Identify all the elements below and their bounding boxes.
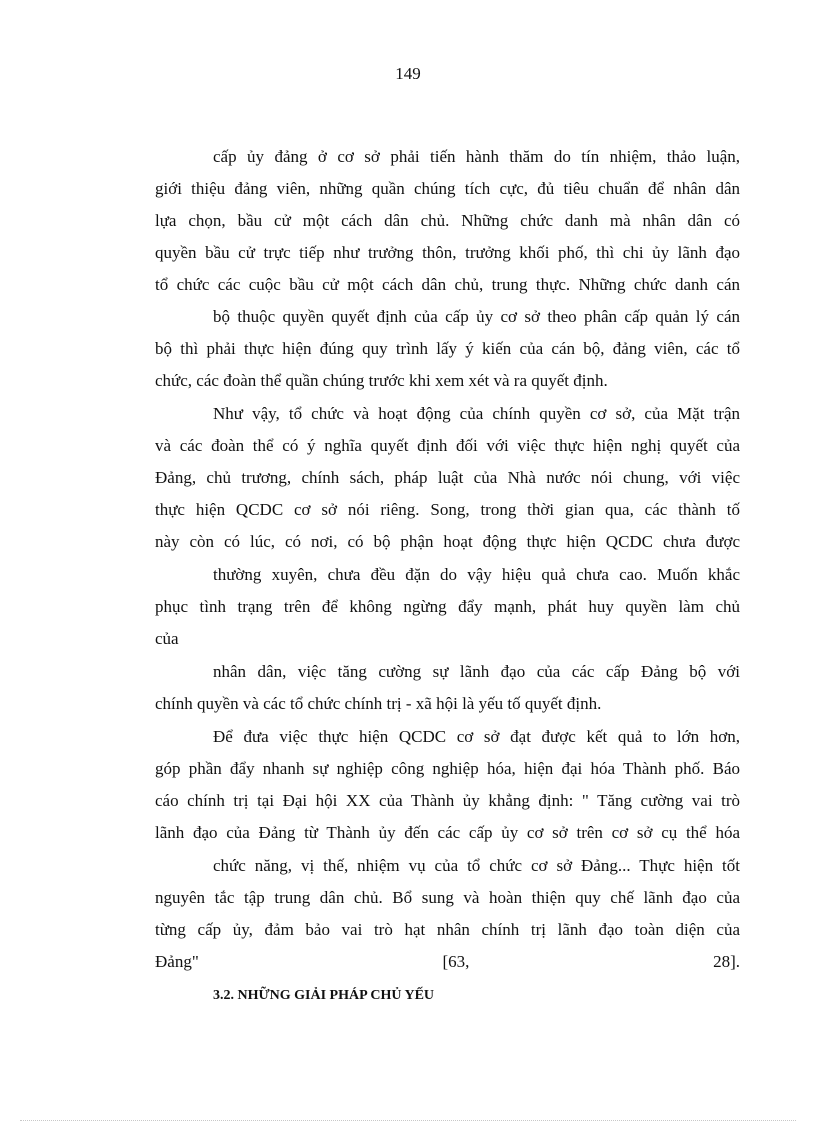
text-line: và các đoàn thể có ý nghĩa quyết định đối với việc thực hiện nghị quyết của [155,436,740,455]
text-line: tổ chức các cuộc bầu cử một cách dân chủ, trung thực. Những chức danh cán [155,275,740,294]
body-text [155,141,740,1012]
section-heading: 3.2. NHỮNG GIẢI PHÁP CHỦ YẾU [213,988,435,1003]
text-line: Đảng" [63, 28]. [155,952,740,971]
text-line: từng cấp ủy, đảm bảo vai trò hạt nhân chính trị lãnh đạo toàn diện của [155,920,740,939]
text-line: lựa chọn, bầu cử một cách dân chủ. Những chức danh mà nhân dân có [155,211,740,230]
text-line: nhân dân, việc tăng cường sự lãnh đạo của các cấp Đảng bộ với [213,662,740,681]
text-line: chức, các đoàn thể quần chúng trước khi xem xét và ra quyết định. [155,371,608,390]
text-line: Đảng, chủ trương, chính sách, pháp luật của Nhà nước nói chung, với việc [155,468,740,487]
text-line: Như vậy, tổ chức và hoạt động của chính quyền cơ sở, của Mặt trận [213,404,740,423]
page-number: 149 [395,64,421,83]
text-line: chính quyền và các tổ chức chính trị - xã hội là yếu tố quyết định. [155,694,602,713]
text-line: phục tình trạng trên để không ngừng đẩy mạnh, phát huy quyền làm chủ [155,597,740,616]
text-line: quyền bầu cử trực tiếp như trưởng thôn, trưởng khối phố, thì chi ủy lãnh đạo [155,243,740,262]
text-line: nguyên tắc tập trung dân chủ. Bổ sung và hoàn thiện quy chế lãnh đạo của [155,888,740,907]
text-line: góp phần đẩy nhanh sự nghiệp công nghiệp hóa, hiện đại hóa Thành phố. Báo [155,759,740,778]
text-line: này còn có lúc, có nơi, có bộ phận hoạt động thực hiện QCDC chưa được [155,532,740,551]
text-line: bộ thì phải thực hiện đúng quy trình lấy ý kiến của cán bộ, đảng viên, các tổ [155,339,740,358]
text-line: chức năng, vị thế, nhiệm vụ của tổ chức cơ sở Đảng... Thực hiện tốt [213,856,740,875]
page-bottom-divider [20,1120,796,1121]
text-line: lãnh đạo của Đảng từ Thành ủy đến các cấp ủy cơ sở trên cơ sở cụ thể hóa [155,823,740,842]
text-line: giới thiệu đảng viên, những quần chúng tích cực, đủ tiêu chuẩn để nhân dân [155,179,740,198]
text-line: cáo chính trị tại Đại hội XX của Thành ủy khẳng định: " Tăng cường vai trò [155,791,740,810]
text-line: Để đưa việc thực hiện QCDC cơ sở đạt được kết quả to lớn hơn, [213,727,740,746]
text-line: thường xuyên, chưa đều đặn do vậy hiệu quả chưa cao. Muốn khắc [213,565,740,584]
text-line: thực hiện QCDC cơ sở nói riêng. Song, trong thời gian qua, các thành tố [155,500,740,519]
text-line: cấp ủy đảng ở cơ sở phải tiến hành thăm do tín nhiệm, thảo luận, [213,147,740,166]
text-line: bộ thuộc quyền quyết định của cấp ủy cơ sở theo phân cấp quản lý cán [213,307,740,326]
text-line: của [155,629,179,648]
